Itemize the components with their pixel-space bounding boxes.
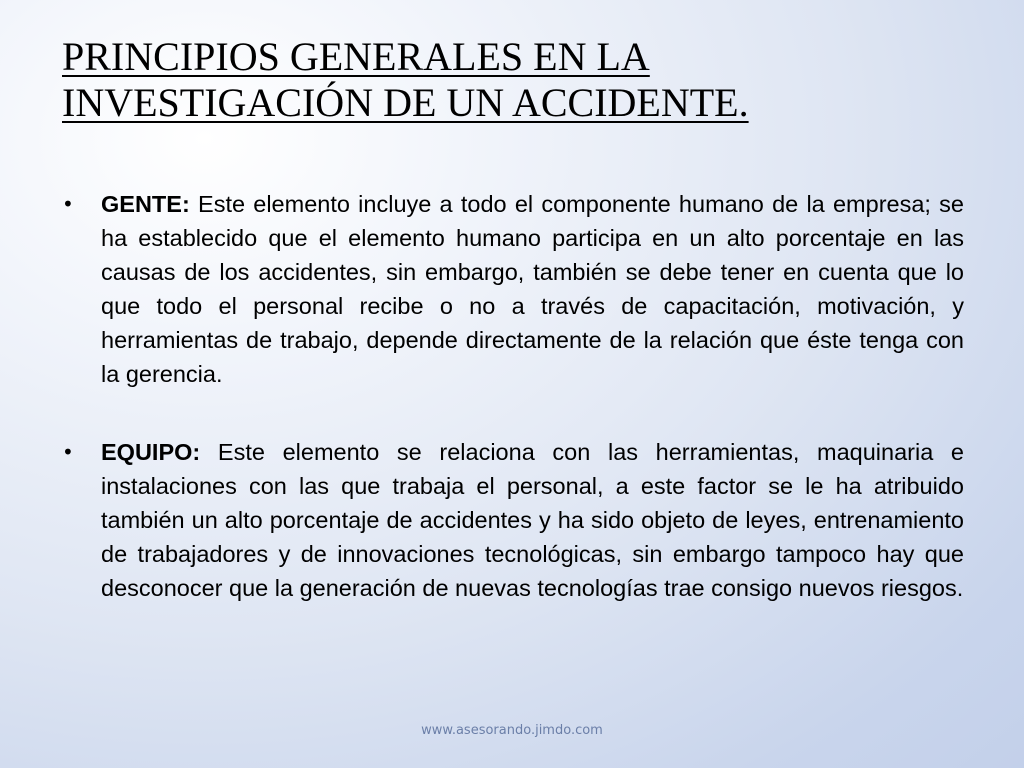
bullet-item-gente bbox=[62, 187, 964, 391]
bullet-marker: • bbox=[62, 440, 74, 464]
footer-url: www.asesorando.jimdo.com bbox=[421, 723, 603, 738]
slide-title bbox=[62, 34, 982, 126]
slide-title-line-2: INVESTIGACIÓN DE UN ACCIDENTE. bbox=[62, 80, 749, 125]
bullet-text-gente: Este elemento incluye a todo el componente humano de la empresa; se ha establecido que el elemento humano participa en un alto porcentaje en las causas de los accidentes, sin embargo, también se debe tener en cuenta que lo que todo el personal recibe o no a través de capacitación, motivación, y herramientas de trabajo, depende directamente de la relación que éste tenga con la gerencia. bbox=[101, 191, 964, 387]
bullet-marker: • bbox=[62, 192, 74, 216]
bullet-item-equipo bbox=[62, 435, 964, 605]
bullet-text-equipo: Este elemento se relaciona con las herramientas, maquinaria e instalaciones con las que trabaja el personal, a este factor se le ha atribuido también un alto porcentaje de accidentes y ha sido objeto de leyes, entrenamiento de trabajadores y de innovaciones tecnológicas, sin embargo tampoco hay que desconocer que la generación de nuevas tecnologías trae consigo nuevos riesgos. bbox=[101, 439, 964, 601]
bullet-list bbox=[62, 187, 964, 605]
bullet-term-equipo: EQUIPO: bbox=[101, 439, 218, 465]
slide-title-line-1: PRINCIPIOS GENERALES EN LA bbox=[62, 34, 650, 79]
bullet-term-gente: GENTE: bbox=[101, 191, 199, 217]
